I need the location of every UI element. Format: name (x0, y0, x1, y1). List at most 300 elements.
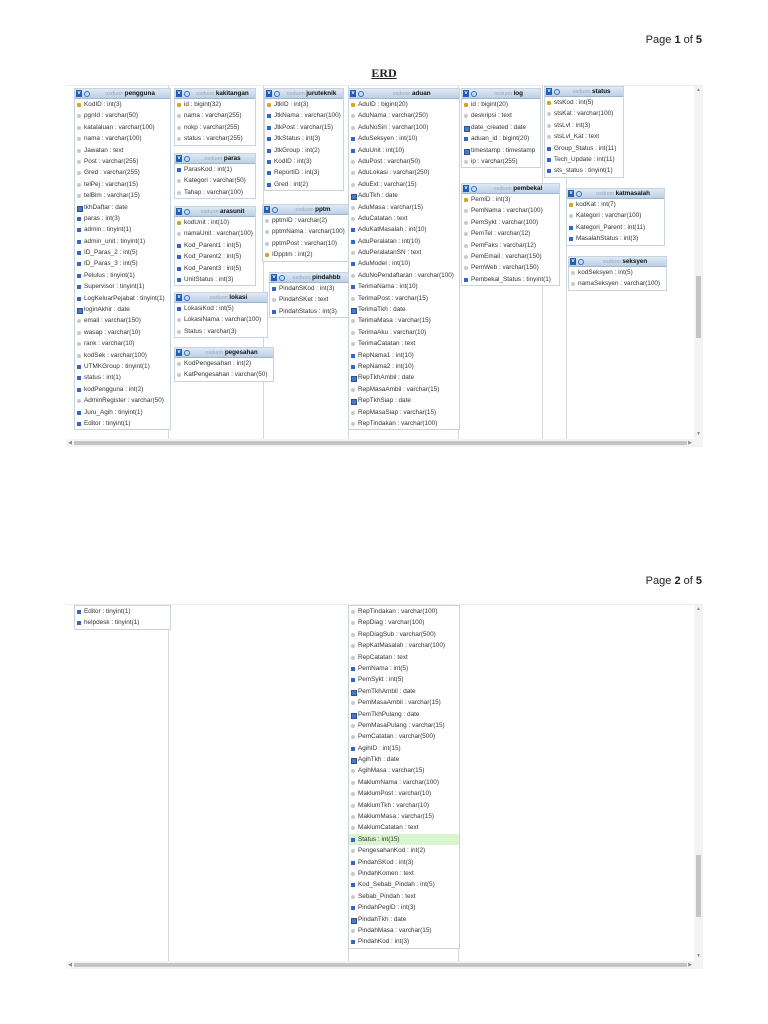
column-row[interactable] (175, 122, 255, 133)
column-row[interactable] (75, 304, 170, 315)
text-column-icon (77, 194, 81, 198)
horizontal-scrollbar[interactable] (66, 439, 703, 447)
table-header[interactable] (462, 89, 540, 99)
column-row[interactable] (75, 156, 170, 167)
column-row[interactable] (265, 110, 343, 121)
column-row[interactable] (349, 686, 459, 697)
column-row[interactable] (175, 99, 255, 110)
column-row[interactable] (265, 179, 343, 190)
column-row[interactable] (349, 190, 459, 201)
table-pptm[interactable] (262, 204, 349, 262)
column-row[interactable] (75, 384, 170, 395)
column-row[interactable] (75, 338, 170, 349)
column-row[interactable] (349, 122, 459, 133)
column-row[interactable] (265, 167, 343, 178)
table-arasunit[interactable] (174, 206, 256, 286)
text-column-icon (77, 171, 81, 175)
column-row[interactable] (349, 361, 459, 372)
column-row[interactable] (349, 811, 459, 822)
collapse-toggle-icon[interactable]: v (571, 258, 575, 264)
column-definition: AduMasa : varchar(15) (358, 203, 423, 211)
table-pegesahan[interactable] (174, 347, 274, 382)
column-row[interactable] (349, 902, 459, 913)
column-row[interactable] (349, 925, 459, 936)
column-row[interactable] (265, 99, 343, 110)
numeric-column-icon (351, 262, 355, 266)
column-definition: PemTkhPulang : date (358, 710, 420, 718)
column-row[interactable] (349, 845, 459, 856)
column-definition: TerimaAku : varchar(10) (358, 328, 427, 336)
collapse-toggle-icon[interactable]: v (177, 90, 181, 96)
column-row[interactable] (349, 407, 459, 418)
column-row[interactable] (75, 395, 170, 406)
table-title (190, 349, 273, 357)
column-row[interactable] (349, 213, 459, 224)
column-row[interactable] (349, 868, 459, 879)
text-column-icon (351, 621, 355, 625)
column-row[interactable] (567, 222, 664, 233)
column-row[interactable] (75, 133, 170, 144)
column-row[interactable] (270, 283, 348, 294)
table-pengguna[interactable] (74, 605, 171, 630)
collapse-toggle-icon[interactable]: v (177, 349, 181, 355)
column-row[interactable] (462, 217, 559, 228)
column-row[interactable] (349, 281, 459, 292)
column-definition: timestamp : timestamp (471, 146, 536, 154)
column-row[interactable] (349, 418, 459, 429)
collapse-toggle-icon[interactable]: v (265, 206, 269, 212)
collapse-toggle-icon[interactable]: v (464, 185, 468, 191)
table-header[interactable] (567, 189, 664, 199)
table-header[interactable] (175, 154, 255, 164)
column-definition: PindahSKod : int(3) (279, 285, 335, 292)
column-row[interactable] (545, 120, 623, 131)
column-definition: MaklumCatatan : text (358, 824, 419, 832)
column-row[interactable] (265, 133, 343, 144)
column-row[interactable] (175, 217, 255, 228)
numeric-column-icon (351, 137, 355, 141)
column-row[interactable] (263, 226, 348, 237)
table-title (560, 88, 623, 96)
column-row[interactable] (349, 224, 459, 235)
column-row[interactable] (349, 236, 459, 247)
collapse-toggle-icon[interactable]: v (177, 208, 181, 214)
column-row[interactable] (349, 133, 459, 144)
numeric-column-icon (272, 310, 276, 314)
column-row[interactable] (349, 99, 459, 110)
table-aduan[interactable] (348, 605, 460, 949)
table-name: pembekal (513, 185, 543, 192)
column-row[interactable] (349, 606, 459, 617)
table-katmasalah[interactable] (566, 188, 665, 246)
vertical-scroll-thumb[interactable] (696, 855, 701, 917)
column-row[interactable] (349, 145, 459, 156)
column-row[interactable] (349, 709, 459, 720)
column-row[interactable] (75, 350, 170, 361)
column-definition: Editor : tinyint(1) (84, 419, 131, 427)
numeric-column-icon (547, 147, 551, 151)
collapse-toggle-icon[interactable]: v (177, 155, 181, 161)
text-column-icon (351, 895, 355, 899)
text-column-icon (351, 331, 355, 335)
column-row[interactable] (349, 372, 459, 383)
column-row[interactable] (349, 754, 459, 765)
column-row[interactable] (75, 372, 170, 383)
database-name: osduon (105, 91, 125, 97)
column-definition: katalaluan : varchar(100) (84, 123, 155, 131)
table-header[interactable] (175, 207, 255, 217)
scroll-up-arrow-icon[interactable]: ▲ (696, 606, 701, 612)
table-header[interactable] (75, 89, 170, 99)
column-definition: JtkID : int(3) (274, 101, 309, 108)
column-row[interactable] (462, 251, 559, 262)
scroll-left-arrow-icon[interactable]: ◀ (68, 962, 72, 968)
text-column-icon (177, 126, 181, 130)
table-title (280, 90, 343, 98)
column-row[interactable] (349, 743, 459, 754)
column-row[interactable] (462, 156, 540, 167)
text-column-icon (464, 266, 468, 270)
column-row[interactable] (349, 674, 459, 685)
numeric-column-icon (464, 137, 468, 141)
column-row[interactable] (349, 110, 459, 121)
column-row[interactable] (462, 240, 559, 251)
horizontal-scroll-thumb[interactable] (74, 963, 687, 967)
column-row[interactable] (75, 167, 170, 178)
primary-key-icon (569, 203, 573, 207)
table-paras[interactable] (174, 153, 256, 199)
column-row[interactable] (349, 720, 459, 731)
column-row[interactable] (175, 369, 273, 380)
collapse-toggle-icon[interactable]: v (351, 90, 355, 96)
column-definition: AgihMasa : varchar(15) (358, 767, 425, 775)
table-header[interactable] (175, 293, 267, 303)
column-row[interactable] (349, 617, 459, 628)
column-row[interactable] (349, 822, 459, 833)
column-row[interactable] (75, 110, 170, 121)
column-row[interactable] (349, 629, 459, 640)
column-row[interactable] (349, 293, 459, 304)
column-row[interactable] (349, 914, 459, 925)
table-header[interactable] (263, 205, 348, 215)
column-row[interactable] (270, 294, 348, 305)
text-column-icon (351, 126, 355, 130)
column-row[interactable] (569, 267, 666, 278)
column-row[interactable] (462, 99, 540, 110)
table-aduan[interactable] (348, 88, 460, 430)
collapse-toggle-icon[interactable]: v (272, 274, 276, 280)
column-row[interactable] (349, 395, 459, 406)
column-row[interactable] (349, 350, 459, 361)
column-row[interactable] (75, 213, 170, 224)
scroll-left-arrow-icon[interactable]: ◀ (68, 440, 72, 446)
column-row[interactable] (175, 133, 255, 144)
column-row[interactable] (75, 281, 170, 292)
column-row[interactable] (349, 834, 459, 845)
column-row[interactable] (265, 145, 343, 156)
column-row[interactable] (462, 194, 559, 205)
collapse-toggle-icon[interactable]: v (569, 190, 573, 196)
column-row[interactable] (75, 617, 170, 628)
column-row[interactable] (349, 384, 459, 395)
collapse-toggle-icon[interactable]: v (177, 294, 181, 300)
table-header[interactable] (175, 89, 255, 99)
column-definition: id : bigint(32) (184, 101, 221, 108)
column-row[interactable] (349, 777, 459, 788)
text-column-icon (351, 297, 355, 301)
collapse-toggle-icon[interactable]: v (464, 90, 468, 96)
column-row[interactable] (175, 240, 255, 251)
scroll-right-arrow-icon[interactable]: ▶ (688, 440, 692, 446)
column-definition: PemWeb : varchar(150) (471, 264, 539, 272)
scroll-right-arrow-icon[interactable]: ▶ (688, 962, 692, 968)
column-row[interactable] (545, 154, 623, 165)
numeric-column-icon (77, 251, 81, 255)
column-row[interactable] (349, 315, 459, 326)
table-title (90, 90, 170, 98)
database-name: osduon (209, 295, 230, 301)
column-row[interactable] (349, 800, 459, 811)
column-definition: AduModel : int(10) (358, 260, 411, 268)
column-definition: AduNoSiri : varchar(100) (358, 123, 429, 131)
column-row[interactable] (349, 270, 459, 281)
scroll-down-arrow-icon[interactable]: ▼ (696, 431, 701, 437)
text-column-icon (77, 160, 81, 164)
column-row[interactable] (75, 224, 170, 235)
column-definition: kodSek : varchar(100) (84, 351, 147, 359)
column-row[interactable] (75, 202, 170, 213)
column-row[interactable] (75, 145, 170, 156)
column-row[interactable] (349, 202, 459, 213)
text-column-icon (77, 114, 81, 118)
column-row[interactable] (349, 936, 459, 947)
column-definition: RepKatMasalah : varchar(100) (358, 642, 446, 650)
scroll-up-arrow-icon[interactable]: ▲ (696, 87, 701, 93)
table-seksyen[interactable] (568, 256, 667, 291)
column-row[interactable] (75, 418, 170, 429)
column-definition: Group_Status : int(11) (554, 144, 617, 152)
column-row[interactable] (349, 652, 459, 663)
column-row[interactable] (349, 247, 459, 258)
column-row[interactable] (349, 879, 459, 890)
column-definition: pgnId : varchar(50) (84, 112, 138, 120)
column-row[interactable] (349, 156, 459, 167)
column-row[interactable] (462, 262, 559, 273)
date-column-icon (464, 126, 470, 132)
column-definition: PindahKod : int(3) (358, 938, 410, 946)
column-row[interactable] (175, 251, 255, 262)
table-juruteknik[interactable] (264, 88, 344, 191)
vertical-scroll-thumb[interactable] (696, 276, 701, 338)
column-row[interactable] (567, 210, 664, 221)
column-row[interactable] (75, 99, 170, 110)
column-row[interactable] (75, 122, 170, 133)
database-name: osduon (596, 191, 616, 197)
column-row[interactable] (462, 122, 540, 133)
column-row[interactable] (349, 179, 459, 190)
column-row[interactable] (263, 249, 348, 260)
table-pengguna[interactable] (74, 88, 171, 430)
column-definition: ID_Paras_3 : int(5) (84, 260, 138, 268)
column-row[interactable] (349, 258, 459, 269)
primary-key-icon (464, 103, 468, 107)
column-row[interactable] (75, 293, 170, 304)
table-header[interactable] (270, 273, 348, 283)
table-name: status (592, 88, 611, 95)
column-row[interactable] (545, 108, 623, 119)
column-row[interactable] (75, 270, 170, 281)
collapse-toggle-icon[interactable]: v (267, 90, 271, 96)
text-column-icon (464, 244, 468, 248)
column-row[interactable] (75, 407, 170, 418)
text-column-icon (351, 411, 355, 415)
column-row[interactable] (462, 228, 559, 239)
column-row[interactable] (175, 175, 255, 186)
column-row[interactable] (263, 215, 348, 226)
column-definition: ReportID : int(3) (274, 169, 320, 177)
column-row[interactable] (75, 361, 170, 372)
column-row[interactable] (462, 110, 540, 121)
column-row[interactable] (75, 236, 170, 247)
column-row[interactable] (175, 263, 255, 274)
column-row[interactable] (349, 338, 459, 349)
table-header[interactable] (265, 89, 343, 99)
column-row[interactable] (545, 143, 623, 154)
column-definition: Status : int(15) (358, 835, 400, 843)
table-header[interactable] (462, 184, 559, 194)
column-row[interactable] (175, 228, 255, 239)
column-row[interactable] (462, 205, 559, 216)
column-row[interactable] (462, 133, 540, 144)
scroll-down-arrow-icon[interactable]: ▼ (696, 953, 701, 959)
numeric-column-icon (77, 285, 81, 289)
column-row[interactable] (75, 315, 170, 326)
column-row[interactable] (75, 258, 170, 269)
column-row[interactable] (349, 731, 459, 742)
column-row[interactable] (75, 179, 170, 190)
column-row[interactable] (545, 97, 623, 108)
column-row[interactable] (75, 606, 170, 617)
numeric-column-icon (77, 422, 81, 426)
column-row[interactable] (349, 167, 459, 178)
table-pembekal[interactable] (461, 183, 560, 286)
column-row[interactable] (349, 327, 459, 338)
column-definition: Juru_Agih : tinyint(1) (84, 408, 143, 416)
erd-diagram-viewport-continued[interactable] (66, 604, 703, 969)
primary-key-icon (177, 221, 181, 225)
column-row[interactable] (545, 165, 623, 176)
column-row[interactable] (175, 274, 255, 285)
column-row[interactable] (175, 314, 267, 325)
column-definition: PindahMasa : varchar(15) (358, 926, 432, 934)
column-row[interactable] (545, 131, 623, 142)
column-row[interactable] (75, 247, 170, 258)
table-header[interactable] (175, 348, 273, 358)
database-name: osduon (295, 207, 316, 213)
column-row[interactable] (263, 238, 348, 249)
column-definition: UnitStatus : int(3) (184, 275, 234, 283)
column-row[interactable] (75, 190, 170, 201)
column-definition: MaklumMasa : varchar(15) (358, 813, 434, 821)
column-definition: Kod_Parent1 : int(5) (184, 241, 242, 249)
table-name: juruteknik (306, 90, 337, 97)
vertical-scrollbar[interactable] (694, 605, 703, 961)
column-row[interactable] (349, 891, 459, 902)
table-log[interactable] (461, 88, 541, 168)
text-column-icon (177, 137, 181, 141)
column-definition: PemCatatan : varchar(500) (358, 733, 436, 741)
column-row[interactable] (462, 274, 559, 285)
column-row[interactable] (265, 156, 343, 167)
numeric-column-icon (351, 285, 355, 289)
database-name: osduon (602, 259, 623, 265)
table-header[interactable] (545, 87, 623, 97)
vertical-scrollbar[interactable] (694, 86, 703, 439)
horizontal-scrollbar[interactable] (66, 961, 703, 969)
column-row[interactable] (349, 765, 459, 776)
column-row[interactable] (175, 326, 267, 337)
column-row[interactable] (349, 697, 459, 708)
column-row[interactable] (175, 110, 255, 121)
date-column-icon (351, 194, 357, 200)
column-row[interactable] (462, 145, 540, 156)
column-row[interactable] (567, 233, 664, 244)
numeric-column-icon (464, 278, 468, 282)
column-row[interactable] (349, 788, 459, 799)
erd-diagram-viewport[interactable] (66, 85, 703, 447)
column-definition: telPej : varchar(15) (84, 180, 138, 188)
table-lokasi[interactable] (174, 292, 268, 338)
column-row[interactable] (175, 303, 267, 314)
column-definition: TerimaMasa : varchar(15) (358, 317, 431, 325)
table-pindahbb[interactable] (269, 272, 349, 318)
column-row[interactable] (175, 358, 273, 369)
column-row[interactable] (175, 164, 255, 175)
column-row[interactable] (349, 640, 459, 651)
column-definition: Kategori : varchar(100) (576, 212, 642, 220)
column-definition: Jawatan : text (84, 146, 124, 154)
column-definition: Post : varchar(255) (84, 157, 139, 165)
column-row[interactable] (569, 278, 666, 289)
collapse-toggle-icon[interactable]: v (547, 88, 551, 94)
text-column-icon (265, 242, 269, 246)
table-header[interactable] (349, 89, 459, 99)
column-definition: PemMasaAmbil : varchar(15) (358, 699, 441, 707)
column-row[interactable] (175, 187, 255, 198)
column-row[interactable] (75, 327, 170, 338)
text-column-icon (351, 610, 355, 614)
collapse-toggle-icon[interactable]: v (77, 90, 81, 96)
column-row[interactable] (265, 122, 343, 133)
horizontal-scroll-thumb[interactable] (74, 441, 687, 445)
column-row[interactable] (270, 306, 348, 317)
text-column-icon (351, 656, 355, 660)
numeric-column-icon (77, 610, 81, 614)
column-definition: admin_unit : tinyint(1) (84, 237, 146, 245)
database-name: osduon (572, 89, 593, 95)
column-row[interactable] (349, 304, 459, 315)
column-row[interactable] (567, 199, 664, 210)
text-column-icon (177, 114, 181, 118)
table-header[interactable] (569, 257, 666, 267)
table-kakitangan[interactable] (174, 88, 256, 146)
column-definition: AduPeralatan : int(10) (358, 237, 421, 245)
column-row[interactable] (349, 857, 459, 868)
date-column-icon (351, 758, 357, 764)
table-status[interactable] (544, 86, 624, 178)
column-definition: Tahap : varchar(100) (184, 188, 243, 196)
column-row[interactable] (349, 663, 459, 674)
